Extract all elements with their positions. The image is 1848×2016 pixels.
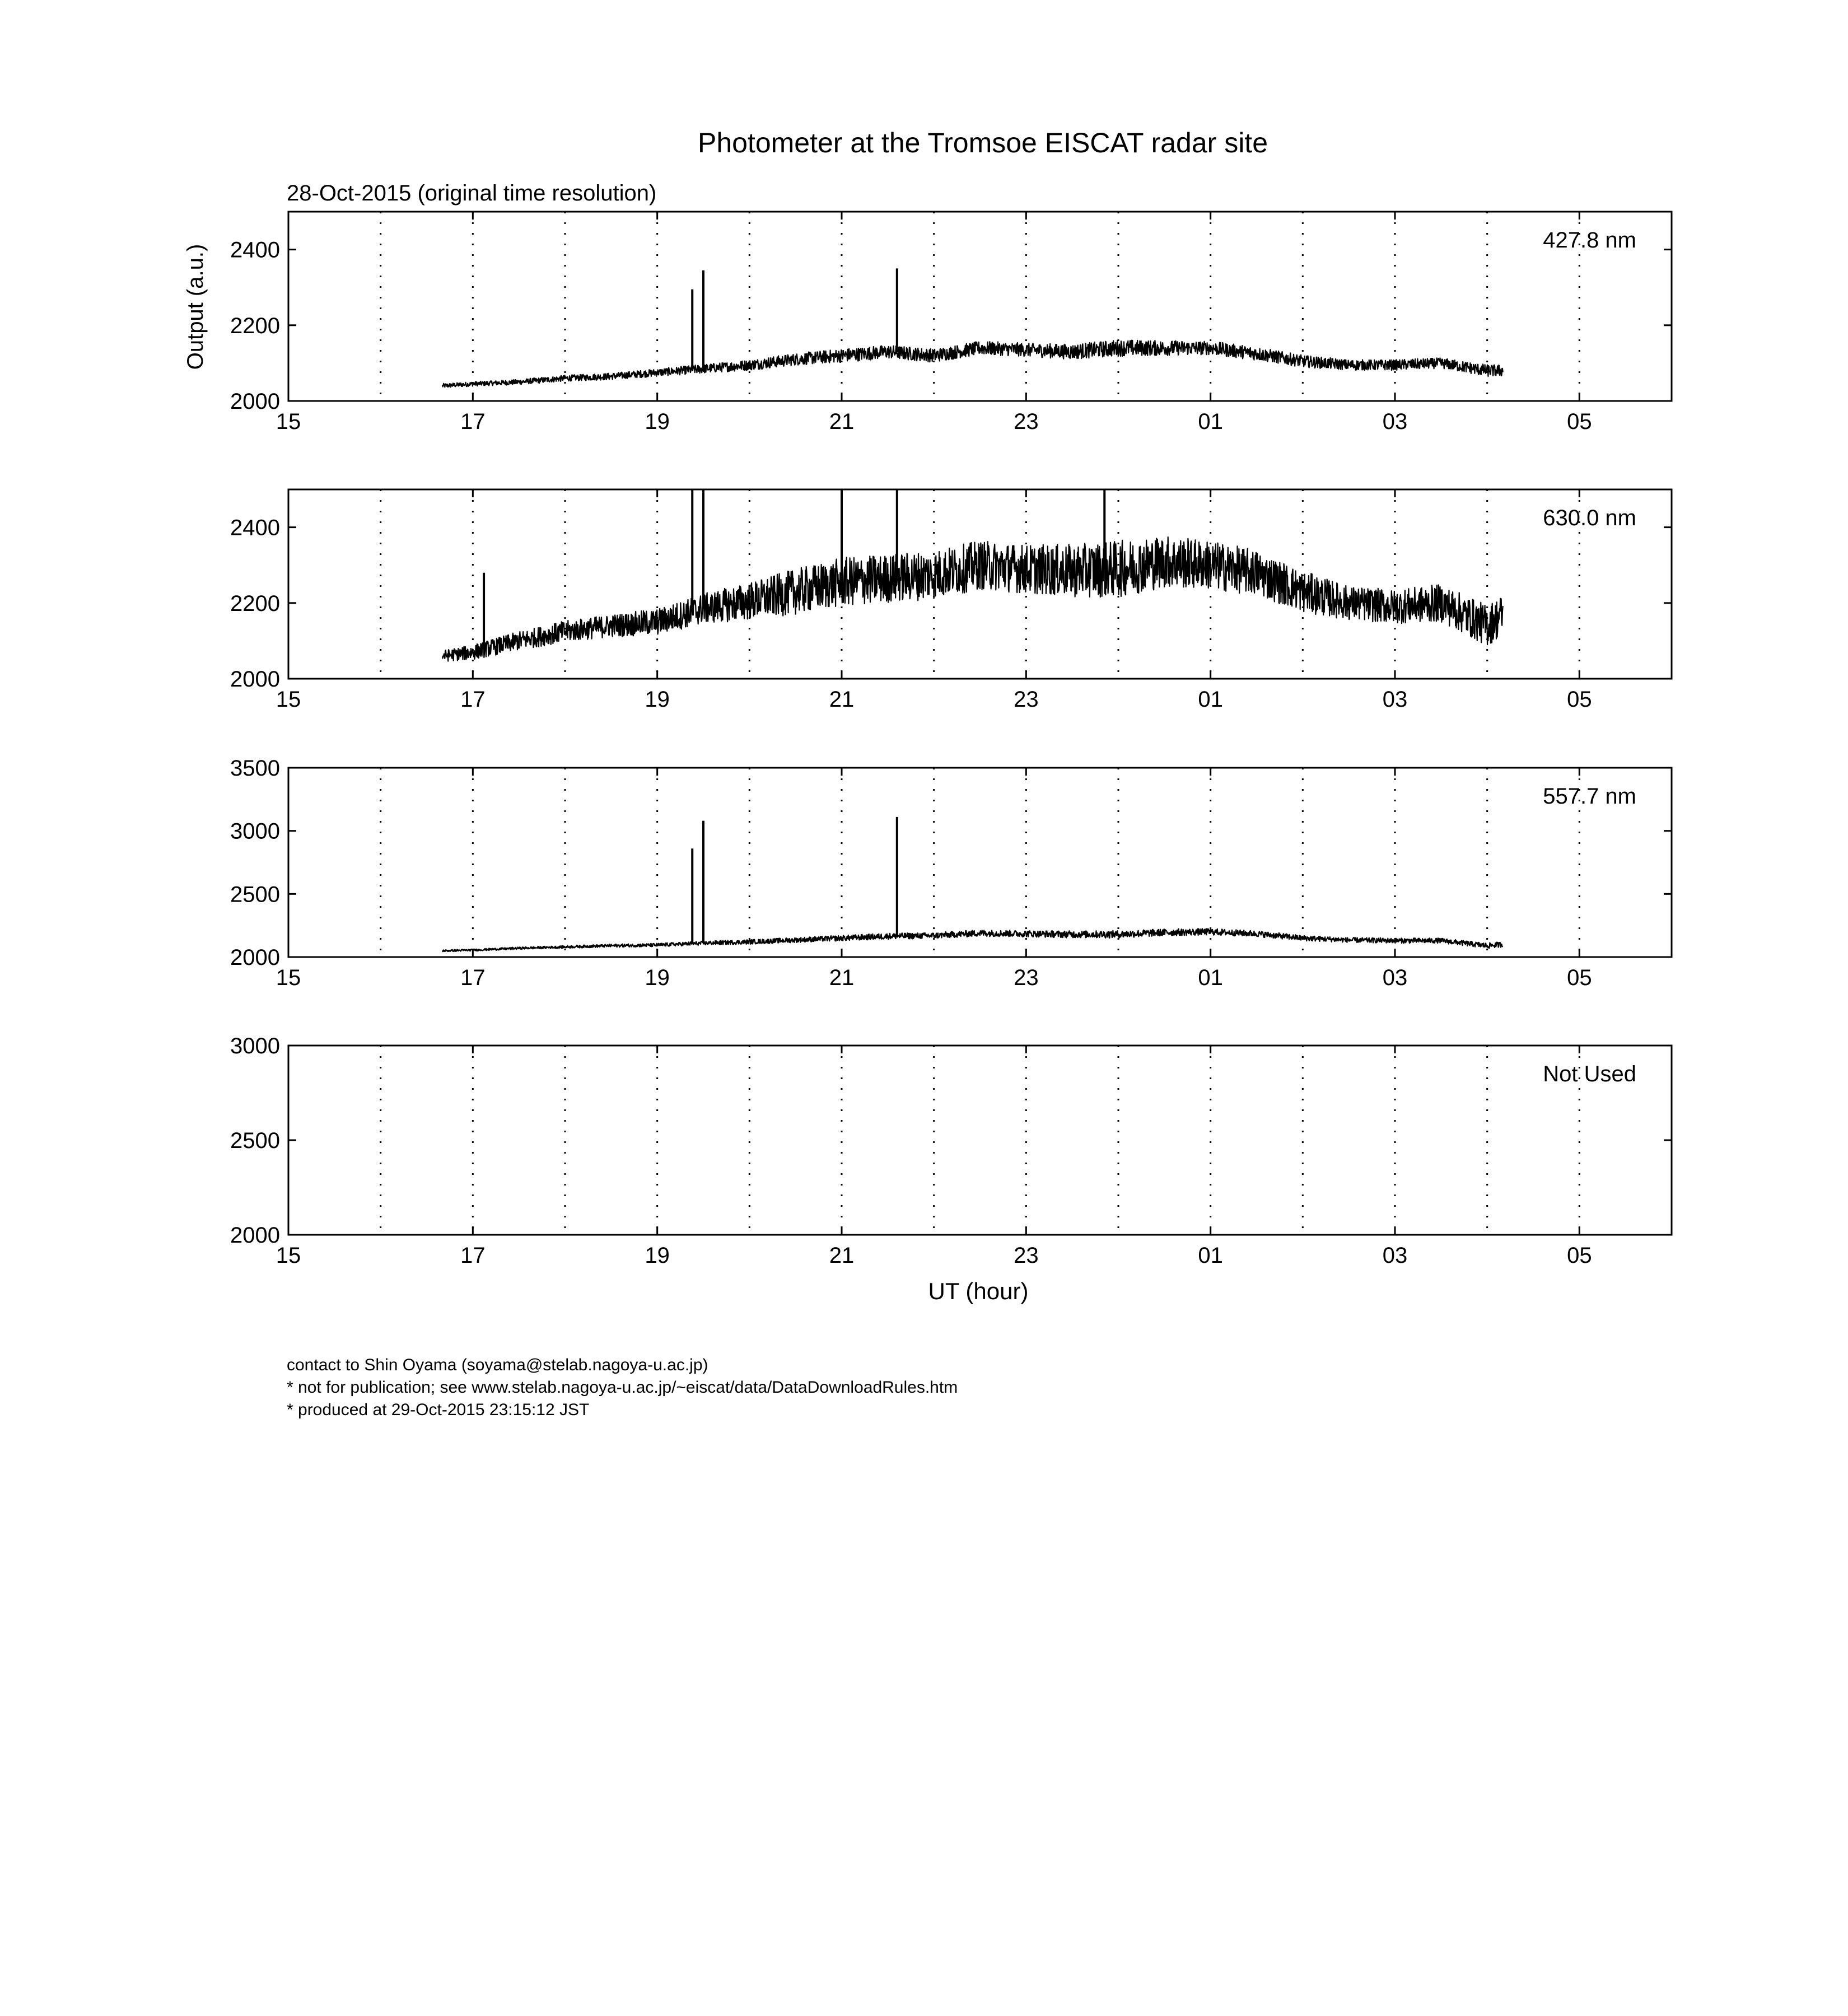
y-tick-label: 2000 [230,945,280,970]
x-tick-label: 19 [645,409,670,434]
x-tick-label: 21 [829,687,855,712]
channel-label: 630.0 nm [1543,506,1636,530]
x-tick-label: 23 [1014,1243,1039,1268]
footer-rules: * not for publication; see www.stelab.nagoya-u.ac.jp/~eiscat/data/DataDownloadRules.htm [287,1378,958,1397]
plot-frame [288,768,1672,957]
x-tick-label: 03 [1382,1243,1408,1268]
x-tick-label: 17 [460,687,486,712]
plot-frame [288,1046,1672,1235]
y-tick-label: 2000 [230,667,280,692]
x-tick-label: 23 [1014,965,1039,990]
channel-label: Not Used [1543,1062,1636,1086]
footer-contact: contact to Shin Oyama (soyama@stelab.nagoya-u.ac.jp) [287,1356,708,1374]
panel-2 [230,489,1672,712]
x-tick-label: 01 [1198,687,1223,712]
x-tick-label: 17 [460,409,486,434]
x-tick-label: 01 [1198,1243,1223,1268]
x-tick-label: 05 [1567,1243,1592,1268]
x-axis-label: UT (hour) [928,1278,1029,1304]
x-tick-label: 15 [276,1243,301,1268]
figure-subtitle: 28-Oct-2015 (original time resolution) [287,181,657,206]
panel-1 [230,212,1672,434]
x-tick-label: 03 [1382,687,1408,712]
y-tick-label: 2000 [230,389,280,414]
x-tick-label: 15 [276,687,301,712]
y-tick-label: 2500 [230,1128,280,1153]
y-tick-label: 3000 [230,819,280,844]
x-tick-label: 05 [1567,687,1592,712]
y-axis-label: Output (a.u.) [183,244,208,370]
x-tick-label: 15 [276,409,301,434]
x-tick-label: 21 [829,409,855,434]
x-tick-label: 01 [1198,409,1223,434]
x-tick-label: 03 [1382,965,1408,990]
panels [230,212,1672,1268]
series-line [442,928,1503,951]
x-tick-label: 21 [829,1243,855,1268]
plot-frame [288,212,1672,401]
x-tick-label: 01 [1198,965,1223,990]
channel-label: 427.8 nm [1543,228,1636,253]
y-tick-label: 2000 [230,1223,280,1248]
x-tick-label: 19 [645,1243,670,1268]
y-tick-label: 2200 [230,313,280,338]
y-tick-label: 3000 [230,1034,280,1058]
y-tick-label: 2400 [230,237,280,263]
x-tick-label: 03 [1382,409,1408,434]
figure-title: Photometer at the Tromsoe EISCAT radar site [697,127,1268,158]
series-line [442,340,1503,388]
x-tick-label: 05 [1567,409,1592,434]
x-tick-label: 23 [1014,409,1039,434]
x-tick-label: 23 [1014,687,1039,712]
x-tick-label: 15 [276,965,301,990]
panel-4 [230,1034,1672,1268]
x-tick-label: 19 [645,687,670,712]
channel-label: 557.7 nm [1543,784,1636,809]
y-tick-label: 3500 [230,756,280,781]
series-line [442,537,1503,661]
x-tick-label: 21 [829,965,855,990]
panel-3 [230,756,1672,990]
x-tick-label: 17 [460,965,486,990]
y-tick-label: 2200 [230,591,280,616]
footer-produced: * produced at 29-Oct-2015 23:15:12 JST [287,1401,590,1419]
x-tick-label: 05 [1567,965,1592,990]
y-tick-label: 2500 [230,882,280,907]
x-tick-label: 19 [645,965,670,990]
x-tick-label: 17 [460,1243,486,1268]
y-tick-label: 2400 [230,515,280,540]
